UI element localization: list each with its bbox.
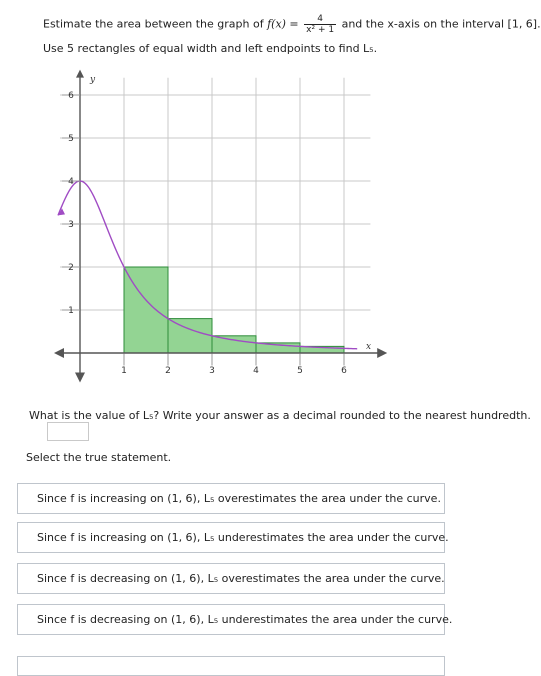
fraction-numerator: 4 — [304, 14, 336, 25]
question-interval-text: and the x-axis on the interval [1, 6]. — [341, 17, 541, 31]
question-line-1 — [43, 14, 541, 35]
option-decreasing-overestimates[interactable] — [17, 563, 445, 594]
option-increasing-overestimates[interactable] — [17, 483, 445, 514]
y-tick-label: 6 — [68, 91, 74, 101]
y-tick-label: 4 — [68, 177, 74, 187]
riemann-sum-graph — [0, 58, 509, 388]
option-label: Since f is increasing on (1, 6), L₅ underestimates the area under the curve. — [37, 531, 449, 544]
y-tick-label: 3 — [68, 220, 74, 230]
function-name: f(x) = — [267, 17, 299, 31]
x-axis-arrow-left — [54, 348, 64, 358]
bottom-option-partial — [17, 656, 445, 676]
y-axis-label: y — [90, 75, 96, 86]
x-tick-label: 3 — [209, 366, 215, 376]
x-tick-label: 4 — [253, 366, 259, 376]
riemann-rectangle-2 — [168, 319, 212, 353]
option-label: Since f is decreasing on (1, 6), L₅ underestimates the area under the curve. — [37, 613, 453, 626]
option-label: Since f is decreasing on (1, 6), L₅ overestimates the area under the curve. — [37, 572, 445, 585]
y-tick-label: 2 — [68, 263, 74, 273]
option-increasing-underestimates[interactable] — [17, 522, 449, 553]
fraction-denominator: x² + 1 — [306, 25, 335, 35]
select-prompt: Select the true statement. — [26, 451, 172, 464]
x-tick-label: 6 — [341, 366, 347, 376]
grid — [60, 78, 370, 366]
x-tick-label: 1 — [121, 366, 127, 376]
y-tick-label: 1 — [68, 306, 74, 316]
value-question: What is the value of L₅? Write your answer as a decimal rounded to the nearest hundredth. — [29, 409, 531, 422]
option-label: Since f is increasing on (1, 6), L₅ overestimates the area under the curve. — [37, 492, 441, 505]
tick-labels — [62, 75, 371, 376]
x-axis-arrow-right — [377, 348, 387, 358]
y-axis-arrow-down — [75, 373, 85, 383]
question-instruction: Use 5 rectangles of equal width and left endpoints to find L₅. — [43, 42, 378, 55]
x-axis-label: x — [366, 342, 372, 352]
x-tick-label: 2 — [165, 366, 171, 376]
riemann-rectangle-3 — [212, 336, 256, 353]
answer-input[interactable] — [47, 422, 89, 441]
question-text: Estimate the area between the graph of — [43, 17, 264, 31]
option-decreasing-underestimates[interactable] — [17, 604, 453, 635]
y-axis-arrow-up — [76, 70, 84, 78]
y-tick-label: 5 — [68, 134, 74, 144]
function-fraction — [304, 14, 336, 35]
x-tick-label: 5 — [297, 366, 303, 376]
